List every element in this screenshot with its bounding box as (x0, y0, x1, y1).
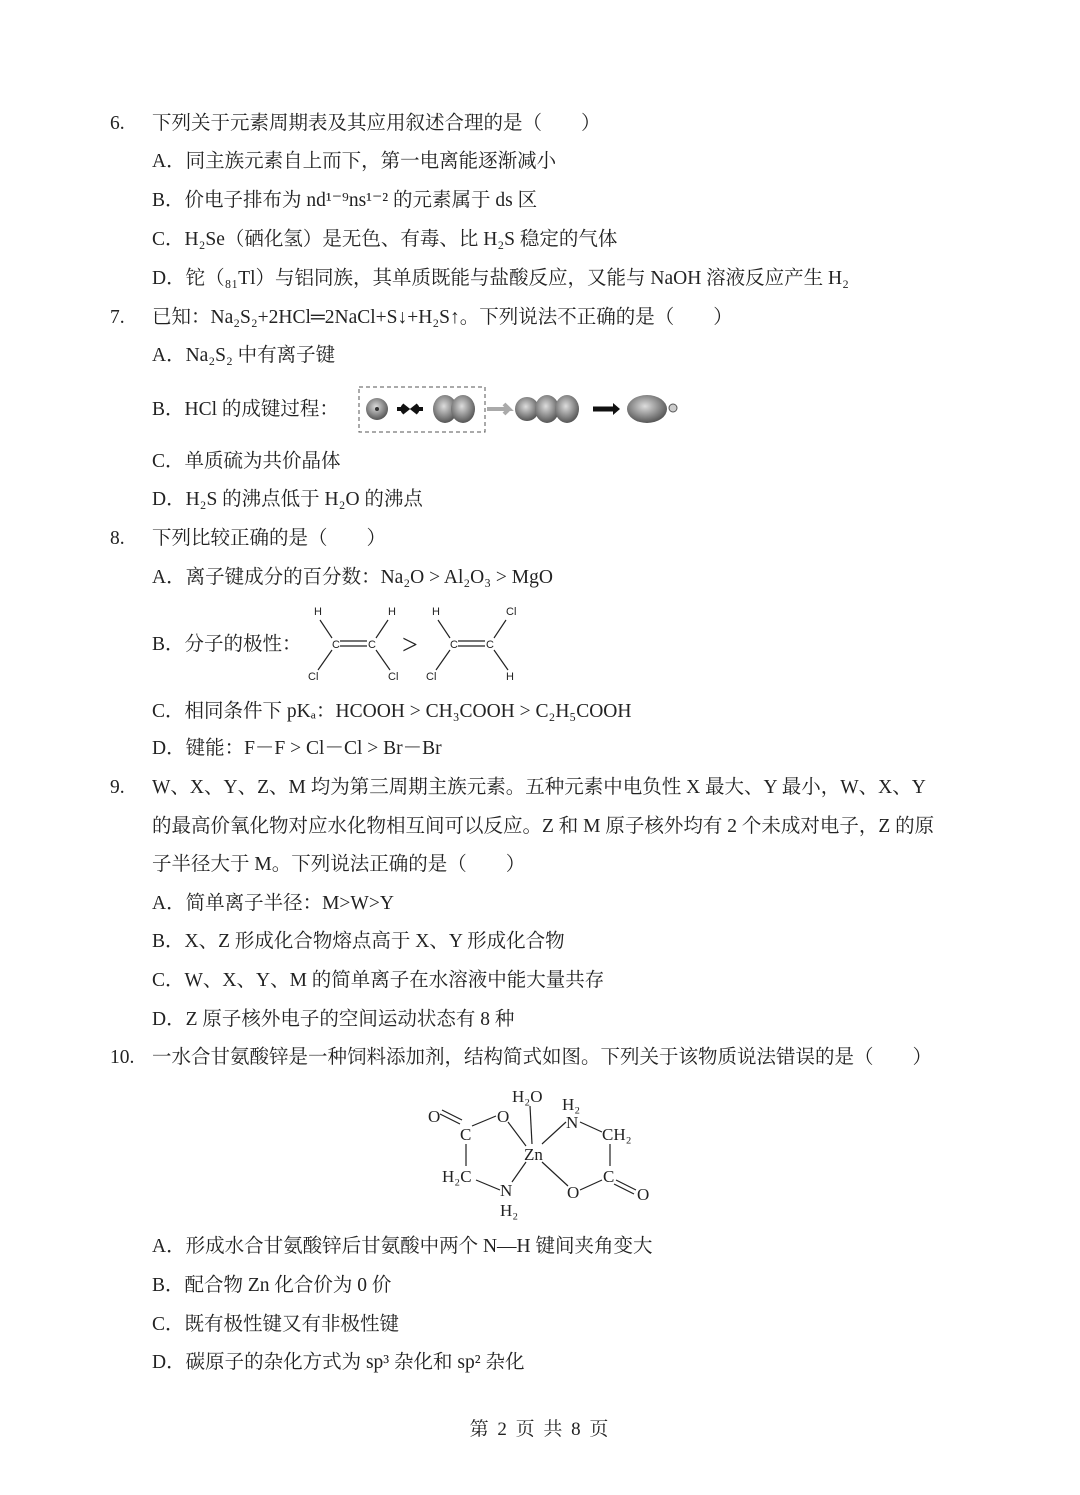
option: A．简单离子半径：M>W>Y (152, 893, 394, 914)
question-stem-line: 子半径大于 M。下列说法正确的是（ ） (152, 854, 526, 875)
option: D．键能：F－F > Cl－Cl > Br－Br (152, 738, 442, 759)
option: D．铊（₈₁Tl）与铝同族，其单质既能与盐酸反应，又能与 NaOH 溶液反应产生 H₂ (152, 268, 849, 289)
svg-text:O: O (637, 1185, 650, 1204)
option: A．Na₂S₂ 中有离子键 (152, 345, 336, 366)
dichloroethene-comparison-figure (300, 600, 530, 685)
zinc-glycinate-structure-figure (420, 1082, 670, 1222)
svg-text:C: C (368, 639, 376, 651)
option: D．H₂S 的沸点低于 H₂O 的沸点 (152, 489, 423, 510)
option: A．离子键成分的百分数：Na₂O > Al₂O₃ > MgO (152, 567, 553, 588)
question-number: 7. (110, 307, 125, 328)
question-stem: 下列关于元素周期表及其应用叙述合理的是（ ） (152, 113, 601, 134)
option: B．价电子排布为 nd¹⁻⁹ns¹⁻² 的元素属于 ds 区 (152, 190, 538, 211)
svg-text:H₂: H₂ (562, 1095, 581, 1114)
option: C．W、X、Y、M 的简单离子在水溶液中能大量共存 (152, 970, 605, 991)
hcl-bond-formation-figure (355, 384, 685, 436)
svg-text:H₂: H₂ (500, 1201, 519, 1220)
svg-text:H: H (388, 606, 396, 618)
option: B．分子的极性： (152, 634, 302, 655)
question-stem-line: W、X、Y、Z、M 均为第三周期主族元素。五种元素中电负性 X 最大、Y 最小，W、X、Y (152, 777, 926, 798)
svg-text:H₂O: H₂O (512, 1087, 543, 1106)
svg-text:O: O (428, 1107, 441, 1126)
option: B．配合物 Zn 化合价为 0 价 (152, 1275, 392, 1296)
question-stem: 一水合甘氨酸锌是一种饲料添加剂，结构简式如图。下列关于该物质说法错误的是（ ） (152, 1047, 933, 1068)
svg-text:Cl: Cl (426, 671, 437, 683)
option: C．既有极性键又有非极性键 (152, 1314, 400, 1335)
svg-text:C: C (486, 639, 494, 651)
svg-text:H: H (432, 606, 440, 618)
question-stem: 已知：Na₂S₂+2HCl═2NaCl+S↓+H₂S↑。下列说法不正确的是（ ） (152, 307, 733, 328)
svg-text:Cl: Cl (506, 606, 517, 618)
option: D．碳原子的杂化方式为 sp³ 杂化和 sp² 杂化 (152, 1352, 525, 1373)
question-number: 9. (110, 777, 125, 798)
svg-text:Cl: Cl (388, 671, 399, 683)
option: B．HCl 的成键过程： (152, 399, 339, 420)
option: C．H₂Se（硒化氢）是无色、有毒、比 H₂S 稳定的气体 (152, 229, 618, 250)
page-footer: 第 2 页 共 8 页 (469, 1419, 611, 1440)
option: C．相同条件下 pKₐ：HCOOH > CH₃COOH > C₂H₅COOH (152, 701, 632, 722)
svg-text:Cl: Cl (308, 671, 319, 683)
svg-text:Zn: Zn (524, 1145, 543, 1164)
question-number: 10. (110, 1047, 135, 1068)
option: A．同主族元素自上而下，第一电离能逐渐减小 (152, 151, 557, 172)
svg-text:CH₂: CH₂ (602, 1125, 632, 1144)
svg-text:N: N (500, 1181, 513, 1200)
question-stem-line: 的最高价氧化物对应水化物相互间可以反应。Z 和 M 原子核外均有 2 个未成对电子，Z 的原 (152, 816, 935, 837)
question-stem: 下列比较正确的是（ ） (152, 528, 387, 549)
svg-text:O: O (497, 1107, 510, 1126)
question-number: 6. (110, 113, 125, 134)
svg-text:O: O (567, 1183, 580, 1202)
option: B．X、Z 形成化合物熔点高于 X、Y 形成化合物 (152, 931, 565, 952)
svg-text:C: C (460, 1125, 472, 1144)
svg-text:C: C (450, 639, 458, 651)
svg-text:N: N (566, 1113, 579, 1132)
svg-text:H: H (314, 606, 322, 618)
option: C．单质硫为共价晶体 (152, 451, 341, 472)
svg-text:>: > (402, 630, 418, 661)
svg-text:C: C (603, 1167, 615, 1186)
svg-text:H: H (506, 671, 514, 683)
question-number: 8. (110, 528, 125, 549)
option: D．Z 原子核外电子的空间运动状态有 8 种 (152, 1009, 515, 1030)
svg-text:C: C (332, 639, 340, 651)
option: A．形成水合甘氨酸锌后甘氨酸中两个 N—H 键间夹角变大 (152, 1236, 653, 1257)
svg-text:H₂C: H₂C (442, 1167, 472, 1186)
